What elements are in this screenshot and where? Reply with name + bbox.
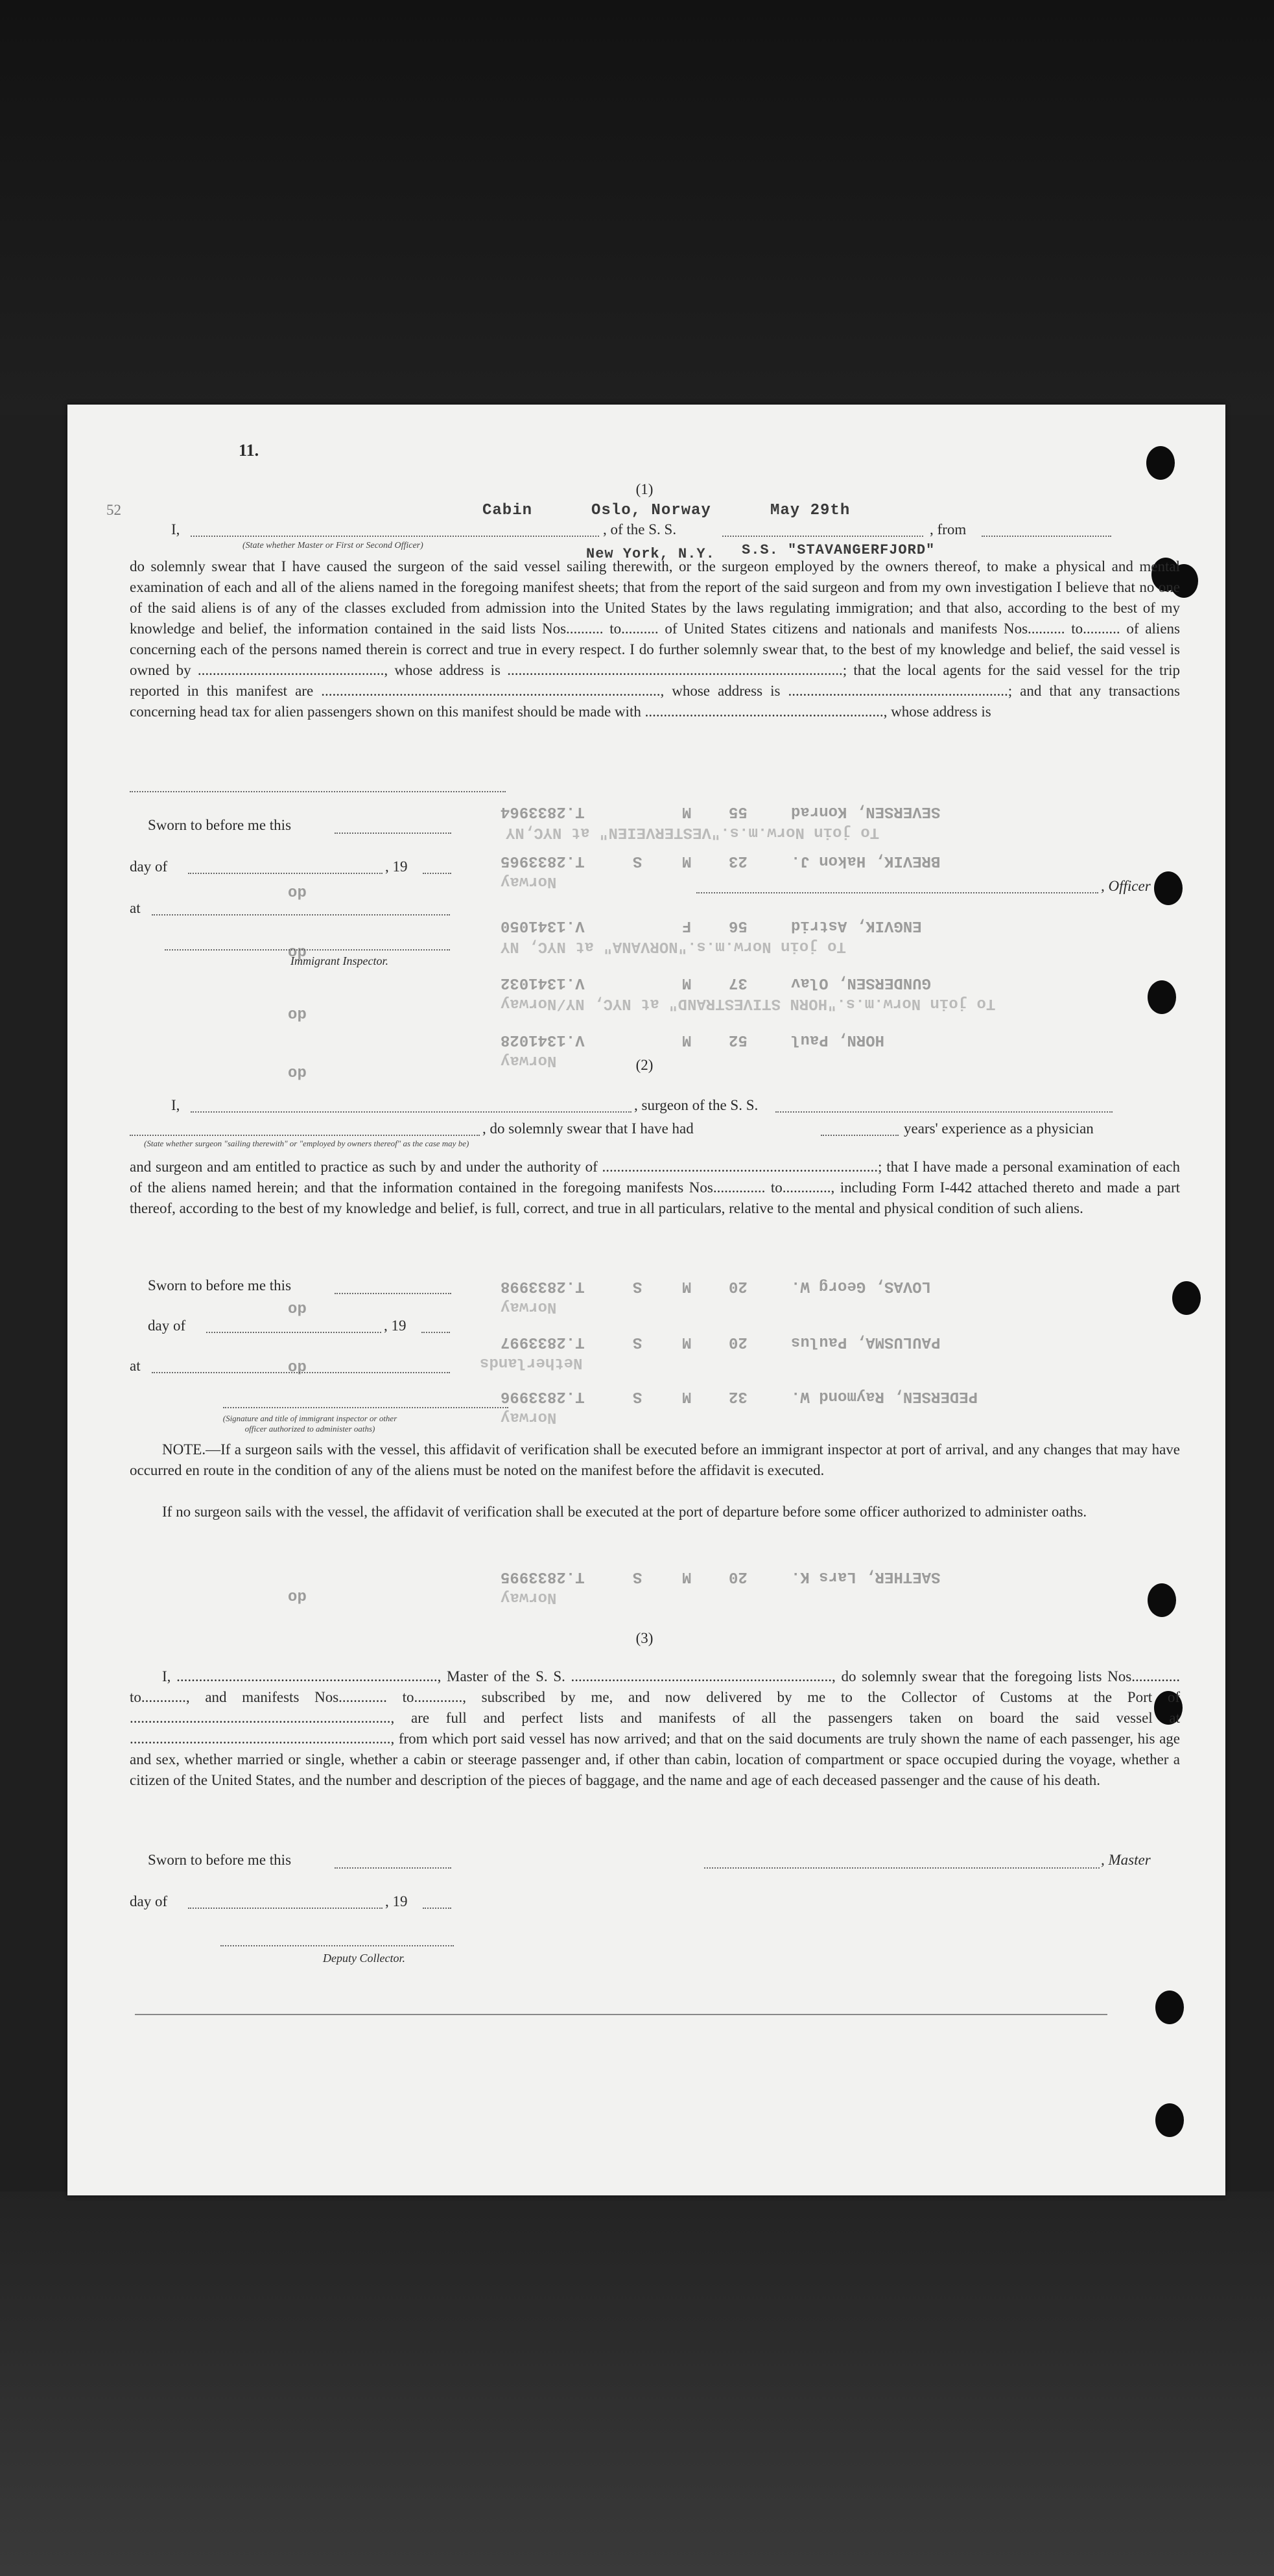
punch-hole-10 (1155, 2103, 1184, 2137)
bleed-row-7-sex: M (682, 1333, 692, 1351)
s1-inspector-field[interactable] (165, 949, 450, 951)
s2-year: , 19 (384, 1318, 407, 1334)
s1-line-from: , from (930, 521, 967, 538)
s1-at-field[interactable] (152, 914, 450, 916)
s1-sign-line[interactable] (130, 791, 506, 792)
bottom-rule (135, 2014, 1107, 2015)
punch-hole-9 (1155, 1991, 1184, 2024)
bleed-row-4-cert: V.1341032 (501, 974, 585, 991)
bleed-row-9-dest: Norway (501, 1589, 557, 1606)
bleed-row-8-sex: M (682, 1388, 692, 1405)
s3-master-field[interactable] (704, 1867, 1100, 1869)
s2-year-field[interactable] (421, 1332, 450, 1333)
section3-number: (3) (635, 1630, 654, 1646)
s1-from-field[interactable] (982, 536, 1111, 537)
s1-sworn-field[interactable] (335, 833, 451, 834)
s1-caption: (State whether Master or First or Second Officer) (242, 541, 423, 550)
section1-number: (1) (635, 481, 654, 497)
bleed-row-8-name: PEDERSEN, Raymond W. (791, 1388, 978, 1405)
s2-caption: (State whether surgeon "sailing therewith" or "employed by owners thereof" as the case may be) (144, 1139, 469, 1148)
margin-number: 52 (106, 502, 121, 518)
bleed-row-3-dest: To join Norw.m.s."NORVANA" at NYC, NY (501, 938, 846, 955)
s2-line-i: I, (171, 1097, 180, 1113)
s1-inspector: Immigrant Inspector. (290, 954, 388, 967)
bleed-row-7-cert: T.2833997 (501, 1333, 585, 1351)
s2-day-field[interactable] (206, 1332, 381, 1333)
bleed-row-3-name: ENGVIK, Astrid (791, 917, 922, 934)
punch-hole-1 (1146, 446, 1175, 480)
section2-number: (2) (635, 1057, 654, 1073)
bleed-row-8-cert: T.2833996 (501, 1388, 585, 1405)
punch-hole-4 (1154, 871, 1183, 905)
bleed-row-5-age: 52 (729, 1031, 748, 1048)
s2-sworn: Sworn to before me this (148, 1277, 292, 1294)
s2-experience: years' experience as a physician (904, 1120, 1094, 1137)
s1-day-field[interactable] (188, 873, 383, 874)
bleed-row-4-dest: To join Norw.m.s."HORN STIVESTRAND" at NYC, NY/Norway (501, 995, 996, 1012)
bleed-row-8-age: 32 (729, 1388, 748, 1405)
s2-note2: If no surgeon sails with the vessel, the affidavit of verification shall be executed at the port of departure before some officer authorized to administer oaths. (162, 1504, 1087, 1520)
s3-year: , 19 (385, 1893, 408, 1909)
bleed-row-9-cert: T.2833995 (501, 1568, 585, 1585)
bleed-row-5-name: HORN, Paul (791, 1031, 885, 1048)
manifest-back-page (67, 405, 1225, 2195)
s1-year-field[interactable] (423, 873, 451, 874)
s3-sworn-field[interactable] (335, 1867, 451, 1869)
film-border-top (0, 0, 1274, 415)
bleed-row-8-dest: Norway (501, 1408, 557, 1426)
s1-body: do solemnly swear that I have caused the surgeon of the said vessel sailing therewith, or the surgeon employed by the owners thereof, to make a physical and mental examination of each and all of the aliens named in the foregoing manifest sheets; that from the report of the said surgeon and from my own investigation I believe that no one of the said aliens is of any of the classes excluded from admission into the United States by the laws regulating immigration; and that also, according to the best of my knowledge and belief, the information contained in the said lists Nos.......... to.......... of United States citizens and nationals and manifests Nos.......... to.......... of aliens concerning each of the persons named therein is correct and true in every respect. I do further solemnly swear that, to the best of my knowledge and belief, the said vessel is owned by .................................................., whose address is ..........................................................................................; that the local agents for the said vessel for the trip reported in this manifest are ..........................................................................................., whose address is ...........................................................; and that any transactions concerning head tax for alien passengers shown on this manifest should be made with ................................................................, whose address is (130, 558, 1180, 720)
bleed-row-4-sex: M (682, 974, 692, 991)
bleed-row-7-age: 20 (729, 1333, 748, 1351)
bleed-row-1-name: SEVERSEN, Konrad (791, 803, 941, 820)
s2-sworn-field[interactable] (335, 1293, 451, 1294)
bleed-row-4-age: 37 (729, 974, 748, 991)
s3-master: , Master (1101, 1852, 1151, 1868)
bleed-row-6-name: LOVAS, Georg W. (791, 1277, 932, 1295)
s2-solemnly: , do solemnly swear that I have had (482, 1120, 694, 1137)
s3-day-field[interactable] (188, 1908, 383, 1909)
bleed-row-2-sex: M (682, 852, 692, 869)
bleed-row-6-dest: Norway (501, 1298, 557, 1316)
s2-sig-field[interactable] (223, 1407, 508, 1408)
s2-ship-field[interactable] (775, 1111, 1113, 1113)
bleed-ditto-3: do (288, 1005, 307, 1022)
bleed-row-2-dest: Norway (501, 873, 557, 890)
punch-hole-7 (1148, 1583, 1176, 1617)
s3-year-field[interactable] (423, 1908, 451, 1909)
bleed-ditto-6: do (288, 1358, 307, 1375)
bleed-row-1-dest: To join Norw.m.s."VESTERVEIEN" at NYC,NY (506, 823, 880, 841)
bleed-row-2-ms: S (633, 852, 643, 869)
bleed-row-7-name: PAULUSMA, Paulus (791, 1333, 941, 1351)
bleed-row-1-age: 55 (729, 803, 748, 820)
typed-ship: S.S. "STAVANGERFJORD" (742, 542, 936, 558)
s2-sig-caption: (Signature and title of immigrant inspector or other officer authorized to administer oaths) (222, 1413, 397, 1434)
bleed-ditto-5: do (288, 1299, 307, 1317)
s2-status-field[interactable] (130, 1135, 480, 1136)
bleed-ditto-4: do (288, 1063, 307, 1081)
bleed-row-2-age: 23 (729, 852, 748, 869)
bleed-row-5-cert: V.1341028 (501, 1031, 585, 1048)
s3-deputy-field[interactable] (220, 1945, 454, 1946)
s1-at: at (130, 900, 141, 916)
s2-day-of: day of (148, 1318, 186, 1334)
s1-sworn: Sworn to before me this (148, 817, 292, 833)
bleed-ditto-1: do (288, 883, 307, 901)
bleed-row-3-sex: F (682, 917, 692, 934)
bleed-row-6-age: 20 (729, 1277, 748, 1295)
bleed-row-1-cert: T.2833964 (501, 803, 585, 820)
s1-officer: , Officer (1101, 878, 1151, 894)
bleed-row-1-sex: M (682, 803, 692, 820)
bleed-row-9-name: SAETHER, Lars K. (791, 1568, 941, 1585)
s3-body: I, ......................................................................, Master of the S. S. ......................................................................, do solemnly swear that the foregoing lists Nos............. to............, and manifests Nos............. to............., subscribed by me, and now delivered by me to the Collector of Customs at the Port of ......................................................................, are full and perfect lists and manifests of all the passengers taken on board the said vessel at ......................................................................, from which port said vessel has now arrived; and that on the said documents are truly shown the name of each passenger, his age and sex, whether married or single, whether a cabin or steerage passenger and, if other than cabin, location of compartment or space occupied during the voyage, whether a citizen of the United States, and the number and description of the pieces of baggage, and the name and age of each deceased passenger and the cause of his death. (130, 1668, 1180, 1788)
bleed-row-9-age: 20 (729, 1568, 748, 1585)
bleed-row-2-name: BREVIK, Hakon J. (791, 852, 941, 869)
bleed-row-3-cert: V.1341050 (501, 917, 585, 934)
bleed-row-9-sex: M (682, 1568, 692, 1585)
s3-sworn: Sworn to before me this (148, 1852, 292, 1868)
typed-class: Cabin (482, 502, 533, 519)
s1-line-of-ss: , of the S. S. (603, 521, 677, 538)
bleed-row-6-ms: S (633, 1277, 643, 1295)
page-number: 11. (239, 441, 259, 460)
s2-body: and surgeon and am entitled to practice as such by and under the authority of ..........................................................................; that I have made a personal examination of each of the aliens named herein; and that the information contained in the foregoing manifests Nos.............. to............., including Form I-442 attached thereto and made a part thereof, according to the best of my knowledge and belief, is full, correct, and true in all particulars, relative to the mental and physical condition of such aliens. (130, 1159, 1180, 1216)
bleed-row-9-ms: S (633, 1568, 643, 1585)
typed-date: May 29th (770, 502, 851, 519)
punch-hole-6 (1172, 1281, 1201, 1315)
s3-deputy: Deputy Collector. (323, 1952, 405, 1965)
s2-at: at (130, 1358, 141, 1374)
s1-ship-field[interactable] (722, 536, 923, 537)
bleed-ditto-7: do (288, 1587, 307, 1605)
bleed-row-7-dest: Netherlands (480, 1354, 583, 1371)
bleed-row-4-name: GUNDERSEN, Olav (791, 974, 932, 991)
bleed-row-5-dest: Norway (501, 1052, 557, 1069)
bleed-row-3-age: 56 (729, 917, 748, 934)
s2-note: NOTE.—If a surgeon sails with the vessel, this affidavit of verification shall be executed before an immigrant inspector at port of arrival, and any changes that may have occurred en route in the condition of any of the aliens must be noted on the manifest before the affidavit is executed. (130, 1441, 1180, 1478)
s2-surgeon-field[interactable] (191, 1111, 631, 1113)
s2-surgeon-of: , surgeon of the S. S. (634, 1097, 759, 1113)
typed-destination: New York, N.Y. (586, 546, 715, 562)
typed-port: Oslo, Norway (591, 502, 711, 519)
s1-master-field[interactable] (191, 536, 599, 537)
punch-hole-5 (1148, 980, 1176, 1014)
s2-years-field[interactable] (821, 1135, 899, 1136)
film-border-bottom (0, 2192, 1274, 2576)
bleed-row-8-ms: S (633, 1388, 643, 1405)
s1-officer-field[interactable] (696, 892, 1098, 893)
bleed-row-5-sex: M (682, 1031, 692, 1048)
s1-day-of: day of (130, 858, 168, 875)
bleed-row-7-ms: S (633, 1333, 643, 1351)
bleed-row-2-cert: T.2833965 (501, 852, 585, 869)
bleed-row-6-sex: M (682, 1277, 692, 1295)
bleed-row-6-cert: T.2833998 (501, 1277, 585, 1295)
s1-year: , 19 (385, 858, 408, 875)
s3-day-of: day of (130, 1893, 168, 1909)
bleed-ditto-2: do (288, 943, 307, 960)
s1-line-i: I, (171, 521, 180, 538)
